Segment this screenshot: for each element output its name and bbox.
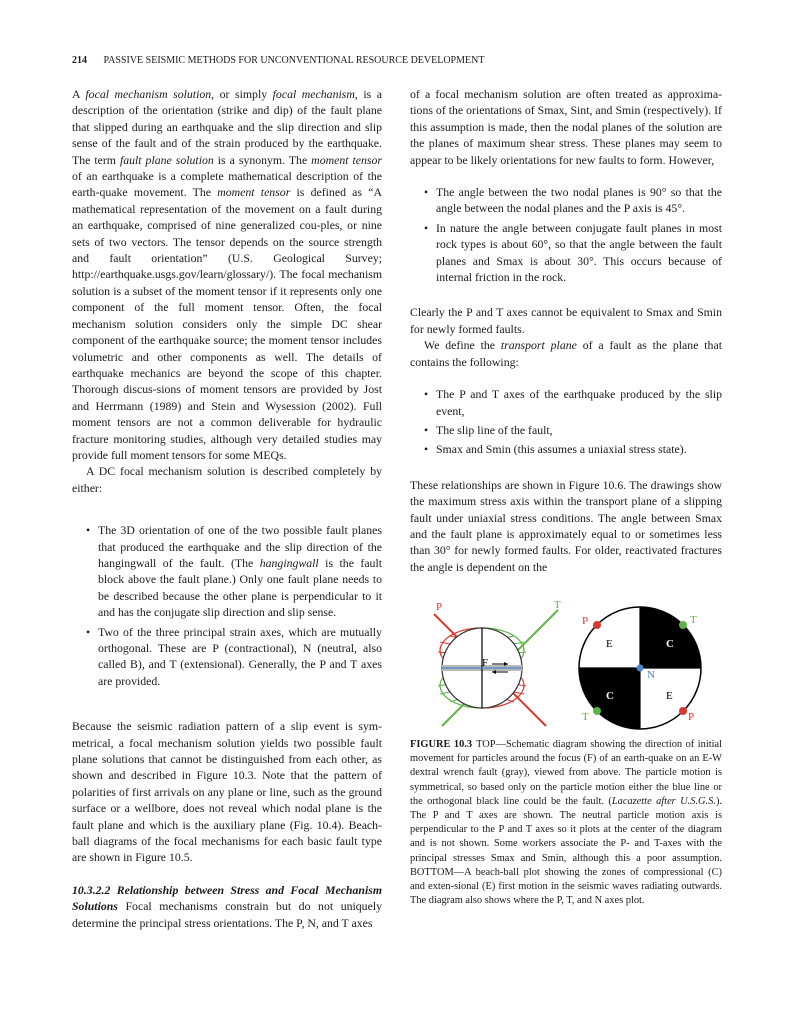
p-label: P bbox=[582, 615, 589, 627]
figure-10-3 bbox=[410, 596, 722, 732]
page-number: 214 bbox=[72, 55, 87, 66]
extension-label: E bbox=[606, 638, 613, 650]
figure-caption bbox=[410, 738, 722, 908]
caption-text: TOP—Schematic diagram showing the direction of initial movement for particles around the focus (F) of an earth-quake on an E-W dextral wrench fault (gray), viewed from above. The particle motion is symmetrical, so based only on the particle motion either the blue line or the orthogonal black line could be the fault. (Lacazette after U.S.G.S.). The P and T axes are shown. The neutral particle motion axis is perpendicular to the P and T axes so it plots at the center of the diagram and is not shown. Some workers associate the P- and T-axes with the principal stresses Smax and Smin, although this a poor assumption. BOTTOM—A beach-ball plot showing the zones of compressional (C) and exten-sional (E) first motion in the seismic waves radiating outwards. The diagram also shows where the P, T, and N axes plot. bbox=[410, 739, 722, 907]
p-axis-point bbox=[593, 621, 601, 629]
list-item: • The slip line of the fault, bbox=[436, 422, 722, 438]
focus-label: F bbox=[482, 657, 489, 669]
particle-motion-diagram bbox=[434, 599, 561, 726]
t-axis-point bbox=[679, 621, 687, 629]
paragraph-p-t-axes: Clearly the P and T axes cannot be equivalent to Smax and Smin for newly formed faults. bbox=[410, 305, 722, 336]
figure-svg bbox=[410, 596, 722, 732]
list-item: • The angle between the two nodal planes is 90° so that the angle between the nodal planes and the P axis is 45°. bbox=[436, 184, 722, 217]
paragraph-relationships: These relationships are shown in Figure 10.6. The drawings show the maximum stress axis within the transport plane of a slipping fault under uniaxial stress conditions. The angle between Smax and the fault plane is approximately equal to or sometimes less than 30° for newly formed faults. For older, reactivated fractures the angle is dependent on the bbox=[410, 477, 722, 574]
n-axis-point bbox=[637, 665, 644, 672]
list-item: • In nature the angle between conjugate fault planes in most rock types is about 60°, so that the angle between the fault planes and Smax is about 30°. This occurs because of internal friction in the rock. bbox=[436, 220, 722, 286]
t-label: T bbox=[582, 711, 589, 723]
bullet-list-transport bbox=[410, 386, 722, 458]
bullet-list-dc bbox=[72, 522, 382, 689]
paragraph-dc-described: A DC focal mechanism solution is described completely by either: bbox=[72, 464, 382, 495]
paragraph-radiation-pattern: Because the seismic radiation pattern of a slip event is sym-metrical, a focal mechanism solution yields two possible fault plane solutions that cannot be distinguished from each other, as shown and described in Figure 10.3. Note that the pattern of polarities of first arrivals on any plane or line, such as the ground surface or a wellbore, does not reveal which nodal plane is the fault plane and which is the auxiliary plane (Fig. 10.4). Beach-ball diagrams of the focal mechanisms for each basic fault type are shown in Figure 10.5. bbox=[72, 719, 382, 865]
bullet-list-angles bbox=[410, 184, 722, 285]
left-column bbox=[72, 86, 382, 931]
paragraph-focal-mechanism: A focal mechanism solution, or simply focal mechanism, is a description of the orientation (strike and dip) of the fault plane that slipped during an earthquake and the slip direction and slip sense of the fault and of the strain produced by the earthquake. The term fault plane solution is a synonym. The moment tensor of an earthquake is a complete mathematical description of the earth-quake movement. The moment tensor is defined as “A mathematical representation of the movement on a fault during an earthquake, comprised of nine generalized cou-ples, or nine sets of two vectors. The tensor depends on the source strength and fault orientation” (U.S. Geological Survey; http://earthquake.usgs.gov/learn/glossary/). The focal mechanism solution is a subset of the moment tensor if it represents only one component of the full moment tensor. Often, the focal mechanism solution considers only the simple DC shear component of the earthquake source; the moment tensor includes volumetric and other components as well. The details of earthquake mechanics are beyond the scope of this chapter. Thorough discus-sions of moment tensors are provided by Jost and Herrmann (1989) and Stein and Wysession (2002). Full moment tensors are not a common deliverable for hydraulic fracture monitoring studies, although very detailed studies may provide full moment tensors for some MEQs. bbox=[72, 87, 383, 462]
section-heading: 10.3.2.2 Relationship between Stress and Focal Mechanism Solutions bbox=[72, 882, 382, 914]
page-header bbox=[72, 55, 484, 66]
n-label: N bbox=[647, 669, 655, 681]
t-label: T bbox=[690, 614, 697, 626]
list-item: • The 3D orientation of one of the two possible fault planes that produced the earthquake and the slip direction of the hangingwall of the fault. (The hangingwall is the fault block above the fault plane.) Only one fault plane needs to be described because the other plane is perpendicular to it and has the conjugate slip direction and slip sense. bbox=[98, 522, 382, 620]
compression-label: C bbox=[606, 690, 614, 702]
p-label: P bbox=[688, 711, 695, 723]
beach-ball-diagram bbox=[579, 607, 701, 729]
p-axis-label: P bbox=[436, 601, 443, 613]
list-item: • The P and T axes of the earthquake produced by the slip event, bbox=[436, 386, 722, 419]
paragraph-axes-approx: of a focal mechanism solution are often treated as approxima-tions of the orientations of Smax, Sint, and Smin (respectively). If this assumption is made, then the nodal planes of the solution are the planes of maximum shear stress. These planes may seem to appear to be likely orientations for new faults to form. However, bbox=[410, 87, 722, 167]
p-axis-point bbox=[679, 707, 687, 715]
section-paragraph bbox=[72, 882, 382, 931]
section-text: Focal mechanisms constrain but do not uniquely determine the principal stress orientations. The P, N, and T axes bbox=[72, 899, 382, 930]
compression-label: C bbox=[666, 638, 674, 650]
list-item: • Smax and Smin (this assumes a uniaxial stress state). bbox=[436, 441, 722, 457]
caption-label: FIGURE 10.3 bbox=[410, 739, 473, 750]
paragraph-transport-plane: We define the transport plane of a fault as the plane that contains the following: bbox=[410, 338, 722, 369]
right-column bbox=[410, 86, 722, 575]
t-axis-point bbox=[593, 707, 601, 715]
list-item: • Two of the three principal strain axes, which are mutually orthogonal. These are P (contractional), N (neutral, also called B), and T (extensional). Generally, the P and T axes are provided. bbox=[98, 624, 382, 690]
extension-label: E bbox=[666, 690, 673, 702]
t-axis-label: T bbox=[554, 599, 561, 611]
running-title: PASSIVE SEISMIC METHODS FOR UNCONVENTIONAL RESOURCE DEVELOPMENT bbox=[103, 55, 485, 66]
